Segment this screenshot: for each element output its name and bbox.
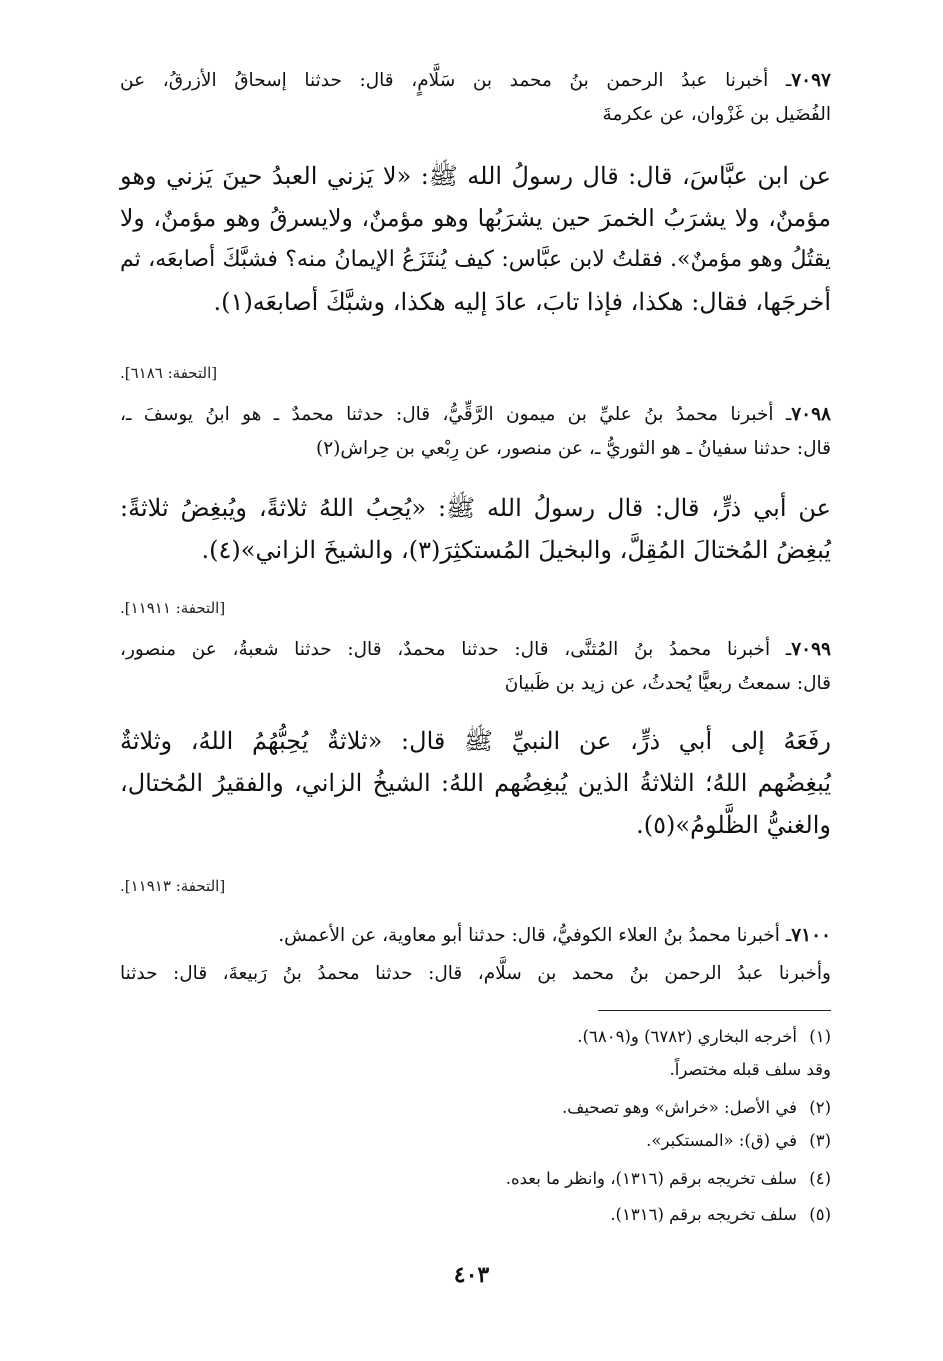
footnote-text: سلف تخريجه برقم (١٣١٦).: [610, 1205, 797, 1224]
footnote: [120, 1020, 831, 1053]
isnad-line: ٧٠٩٧ـ أخبرنا عبدُ الرحمن بنُ محمد بن سَلَّامٍ، قال: حدثنا إسحاقُ الأزرقُ، عن: [120, 70, 831, 91]
footnote-number: (٤): [809, 1169, 831, 1188]
footnote: [120, 1053, 831, 1086]
footnote-separator: [598, 1010, 831, 1011]
footnote: [120, 1198, 831, 1231]
hadith-7099-isnad: [120, 633, 831, 701]
matn-line: والغنيُّ الظَّلومُ»(٥).: [636, 811, 831, 839]
matn-line: يُبغِضُهم اللهُ؛ الثلاثةُ الذين يُبغِضُهم اللهُ: الشيخُ الزاني، والفقيرُ المُختال،: [120, 769, 831, 797]
hadith-7099-matn: [120, 720, 831, 846]
footnote-text: في (ق): «المستكبر».: [646, 1131, 797, 1150]
hadith-7097-isnad: [120, 64, 831, 132]
hadith-7098-matn: [120, 487, 831, 571]
tuhfa-reference: [التحفة: ١١٩١٣].: [120, 877, 226, 895]
footnote: [120, 1162, 831, 1195]
hadith-7098-isnad: [120, 398, 831, 466]
footnote-text: في الأصل: «خراش» وهو تصحيف.: [562, 1098, 797, 1117]
footnote: [120, 1091, 831, 1124]
matn-line: عن ابن عبَّاسَ، قال: قال رسولُ الله ﷺ: «لا يَزني العبدُ حينَ يَزني وهو: [120, 162, 831, 190]
isnad-line: قال: سمعتُ ربعيًّا يُحدثُ، عن زيد بن ظَبيانَ: [504, 673, 831, 694]
hadith-7100-isnad: [120, 919, 831, 991]
tuhfa-reference: [التحفة: ١١٩١١].: [120, 599, 226, 617]
footnote-number: (٥): [809, 1205, 831, 1224]
tuhfa-reference: [التحفة: ٦١٨٦].: [120, 364, 218, 382]
isnad-line: ٧٠٩٩ـ أخبرنا محمدُ بنُ المُثنَّى، قال: حدثنا محمدٌ، قال: حدثنا شعبةُ، عن منصور،: [120, 639, 831, 660]
matn-line: يُبغِضُ المُختالَ المُقِلَّ، والبخيلَ المُستكثِرَ(٣)، والشيخَ الزاني»(٤).: [201, 536, 831, 564]
isnad-line: ٧٠٩٨ـ أخبرنا محمدُ بنُ عليِّ بن ميمون الرَّقِّيُّ، قال: حدثنا محمدٌ ـ هو ابنُ يوسفَ ـ،: [120, 404, 831, 425]
isnad-line: ٧١٠٠ـ أخبرنا محمدُ بنُ العلاء الكوفيُّ، قال: حدثنا أبو معاوية، عن الأعمش.: [278, 925, 831, 946]
matn-line: عن أبي ذرٍّ، قال: قال رسولُ الله ﷺ: «يُحِبُ اللهُ ثلاثةً، ويُبغِضُ ثلاثةً:: [120, 494, 831, 522]
isnad-line: الفُضَيل بن غَزْوان، عن عكرمةَ: [602, 104, 831, 125]
page-number: ٤٠٣: [453, 1262, 490, 1288]
matn-line: رفَعَهُ إلى أبي ذرٍّ، عن النبيِّ ﷺ قال: «ثلاثةٌ يُحِبُّهُمُ اللهُ، وثلاثةٌ: [120, 727, 831, 755]
footnote-number: (٢): [809, 1098, 831, 1117]
hadith-number: ٧٠٩٩: [791, 639, 831, 660]
footnote-text: أخرجه البخاري (٦٧٨٢) و(٦٨٠٩).: [577, 1027, 797, 1046]
hadith-number: ٧٠٩٧: [791, 70, 831, 91]
footnote-text: سلف تخريجه برقم (١٣١٦)، وانظر ما بعده.: [505, 1169, 797, 1188]
footnote: [120, 1124, 831, 1157]
footnote-text: وقد سلف قبله مختصراً.: [669, 1060, 831, 1079]
matn-line: مؤمنٌ، ولا يشرَبُ الخمرَ حين يشرَبُها وهو مؤمنٌ، ولايسرقُ وهو مؤمنٌ، ولا: [120, 204, 831, 232]
isnad-line: قال: حدثنا سفيانُ ـ هو الثوريُّ ـ، عن منصور، عن رِبْعي بن حِراش(٢): [316, 438, 831, 459]
matn-line: أخرجَها، فقال: هكذا، فإذا تابَ، عادَ إليه هكذا، وشبَّكَ أصابعَه(١).: [213, 288, 831, 316]
hadith-number: ٧١٠٠: [791, 925, 831, 946]
isnad-line: وأخبرنا عبدُ الرحمن بنُ محمد بن سلَّام، قال: حدثنا محمدُ بنُ رَبيعةَ، قال: حدثنا: [120, 963, 831, 984]
footnote-number: (١): [809, 1027, 831, 1046]
hadith-7097-matn: [120, 155, 831, 323]
footnote-number: (٣): [809, 1131, 831, 1150]
hadith-number: ٧٠٩٨: [791, 404, 831, 425]
matn-line: يقتُلُ وهو مؤمنٌ». فقلتُ لابن عبَّاس: كيف يُنتَزَعُ الإيمانُ منه؟ فشبَّكَ أصابعَه، ثم: [120, 247, 831, 272]
